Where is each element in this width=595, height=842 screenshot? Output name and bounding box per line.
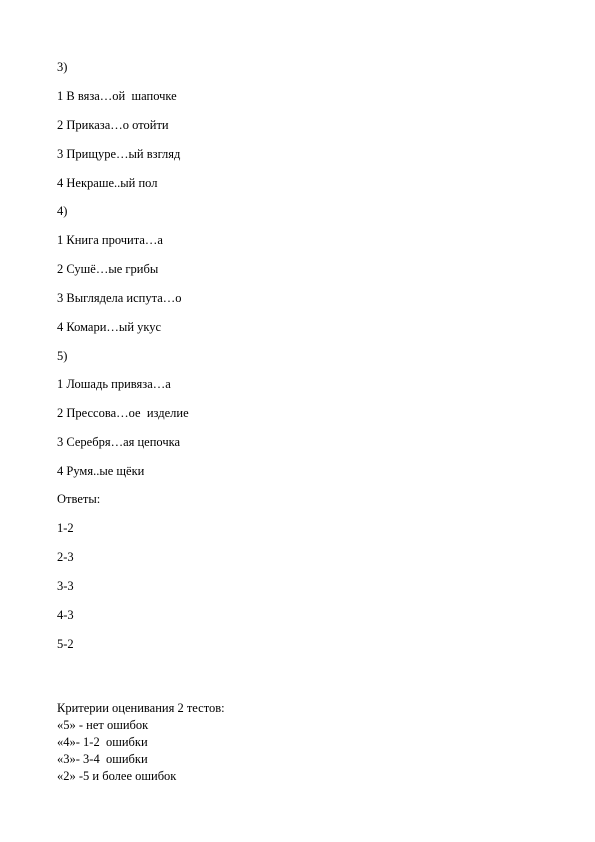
answer-item: 2-3 [57,550,74,564]
section-number: 5) [57,349,68,363]
question-item: 2 Сушё…ые грибы [57,262,159,276]
answer-item: 4-3 [57,608,74,622]
criteria-line: «3»- 3-4 ошибки [57,752,148,766]
answer-item: 1-2 [57,521,74,535]
question-item: 2 Прессова…ое изделие [57,406,189,420]
answer-item: 5-2 [57,637,74,651]
question-item: 4 Комари…ый укус [57,320,162,334]
answers-heading: Ответы: [57,492,101,506]
criteria-line: «2» -5 и более ошибок [57,769,177,783]
answer-item: 3-3 [57,579,74,593]
criteria-line: «4»- 1-2 ошибки [57,735,148,749]
question-item: 3 Прищуре…ый взгляд [57,147,181,161]
criteria-heading: Критерии оценивания 2 тестов: [57,701,225,715]
question-item: 2 Приказа…о отойти [57,118,169,132]
section-number: 3) [57,60,68,74]
question-item: 4 Румя..ые щёки [57,464,145,478]
question-item: 1 Лошадь привяза…а [57,377,171,391]
grading-criteria [57,700,225,785]
question-item: 1 В вяза…ой шапочке [57,89,177,103]
section-number: 4) [57,204,68,218]
question-item: 3 Выглядела испута…о [57,291,182,305]
question-item: 1 Книга прочита…а [57,233,163,247]
question-item: 4 Некраше..ый пол [57,176,158,190]
criteria-line: «5» - нет ошибок [57,718,149,732]
question-item: 3 Серебря…ая цепочка [57,435,181,449]
